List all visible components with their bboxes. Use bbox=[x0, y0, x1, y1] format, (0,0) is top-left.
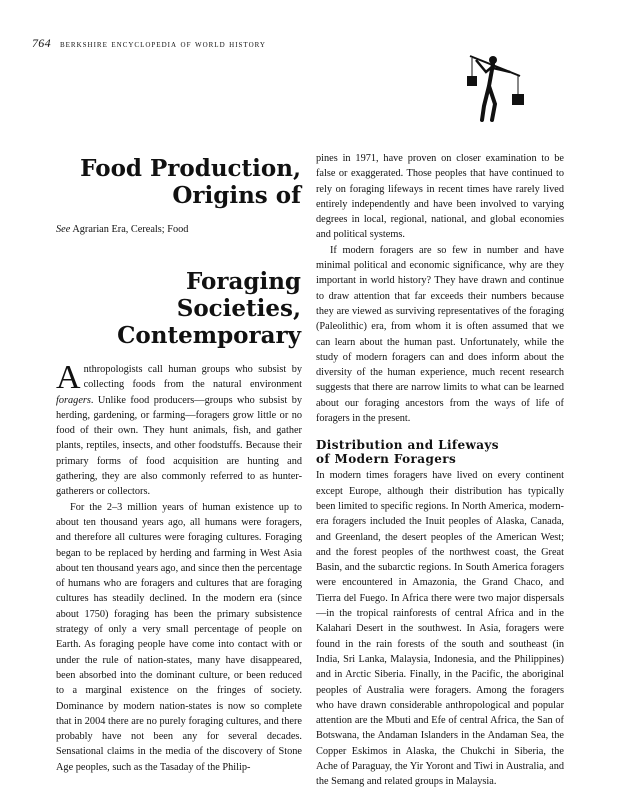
title-line: Origins of bbox=[172, 182, 301, 209]
running-title: berkshire encyclopedia of world history bbox=[59, 39, 266, 50]
paragraph: If modern foragers are so few in number and have minimal political and economic significance, why are they important in world history? They have drawn and continue to draw attention that far exceeds their numbers because they are viewed as surviving representatives of the foraging (Paleolithic) era, from whom it is often assumed that we can learn about the human past. Unfortunately, while the study of modern foragers can and does inform about the diversity of the human experience, much recent research suggests that there are narrow limits to what can be learned about our foraging ancestors from the ways of life of foragers in the present. bbox=[316, 244, 564, 425]
entry-title-foraging-societies bbox=[117, 268, 301, 349]
see-also-reference bbox=[56, 224, 188, 235]
italic-term: foragers bbox=[56, 394, 91, 406]
yoke-carrier-illustration bbox=[462, 46, 528, 124]
left-text-column bbox=[56, 359, 302, 775]
section-heading bbox=[316, 438, 564, 466]
see-label: See bbox=[56, 224, 71, 235]
title-line: Food Production, bbox=[80, 155, 301, 182]
text-run: . Unlike food producers—groups who subsist by herding, gardening, or farming—foragers grow little or no food of their own. They hunt animals, fish, and gather plants, reptiles, insects, and other foodstuffs. Because their primary forms of food acquisition are hunting and gathering, they are also commonly referred to as hunter-gatherers or collectors. bbox=[56, 394, 302, 498]
see-refs: Agrarian Era, Cereals; Food bbox=[72, 224, 189, 235]
title-line: Societies, bbox=[176, 295, 301, 322]
drop-cap: A bbox=[56, 359, 81, 396]
title-line: Foraging bbox=[185, 268, 301, 295]
page-number: 764 bbox=[32, 36, 51, 50]
text-run: nthropologists call human groups who subsist by collecting foods from the natural environment bbox=[83, 364, 302, 391]
paragraph bbox=[56, 359, 302, 500]
paragraph: For the 2–3 million years of human existence up to about ten thousand years ago, all humans were foragers, and therefore all cultures were foraging cultures. Foraging began to be replaced by herding and farming in West Asia about ten thousand years ago, and since then the percentage of humans who are foragers and cultures that are foraging cultures has steadily declined. In the modern era (since about 1750) foraging has been the primary subsistence strategy of only a very small percentage of people on Earth. As foraging people have come into contact with or under the rule of nation-states, many have disappeared, been absorbed into the dominant culture, or been reduced to a marginal existence on the fringes of society. Dominance by modern nation-states is now so complete that in 2004 there are no purely foraging cultures, and there probably have not been any for several decades. Sensational claims in the media of the discovery of Stone Age peoples, such as the Tasaday of the Philip- bbox=[56, 501, 302, 773]
section-heading-line: of Modern Foragers bbox=[316, 452, 457, 467]
paragraph: pines in 1971, have proven on closer examination to be false or exaggerated. Those peoples that have continued to rely on foraging lifeways in recent times have rarely lived entirely independently and have been involved to varying degrees in local, regional, national, and global economies and political systems. bbox=[316, 153, 564, 241]
entry-title-food-production bbox=[80, 155, 301, 209]
title-line: Contemporary bbox=[117, 322, 301, 349]
running-header bbox=[32, 36, 266, 51]
right-text-column bbox=[316, 151, 564, 790]
section-heading-line: Distribution and Lifeways bbox=[316, 438, 499, 453]
paragraph: In modern times foragers have lived on every continent except Europe, although their distribution has typically been limited to specific regions. In North America, modern-era foragers included the Inuit peoples of Alaska, Canada, and Greenland, the desert peoples of the American West; and the forest peoples of the northwest coast, the Great Basin, and the subarctic regions. In South America foragers were encountered in Amazonia, the Grand Chaco, and Tierra del Fuego. In Africa there were two major dispersals—in the tropical rainforests of central Africa and in the Kalahari Desert in the southwest. In Asia, foragers were found in the rain forests of the south and southeast (in India, Sri Lanka, Malaysia, Indonesia, and the Philippines) and in Arctic Siberia. Finally, in the Pacific, the aboriginal peoples of Australia were foragers. Among the foragers who have drawn considerable anthropological and popular attention are the Mbuti and Efe of central Africa, the San of Botswana, the Andaman Islanders in the Andaman Sea, the Copper Eskimos in Alaska, the Chukchi in Siberia, the Ache of Paraguay, the Yir Yoront and Tiwi in Australia, and the Semang and related groups in Malaysia. bbox=[316, 470, 564, 788]
